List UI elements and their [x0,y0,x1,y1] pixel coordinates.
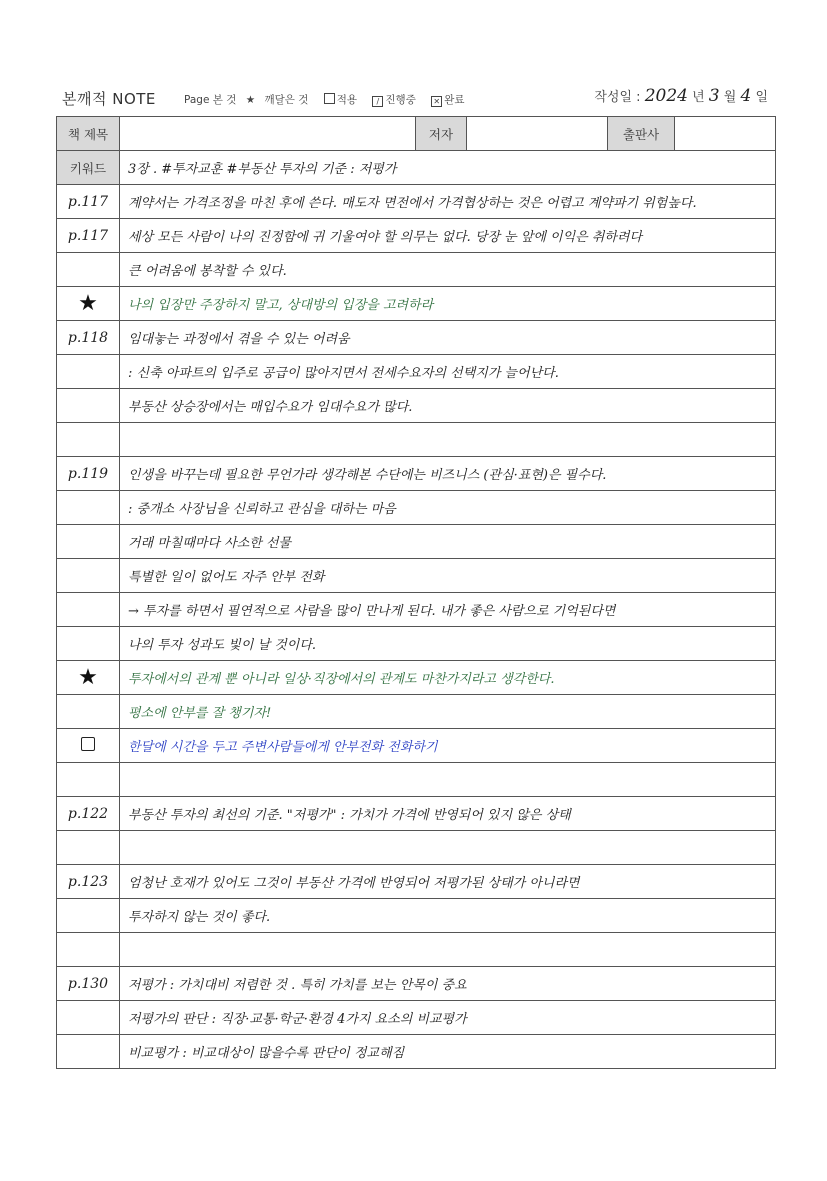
page-cell[interactable] [57,763,120,797]
page-cell[interactable]: p.123 [57,865,120,899]
note-text[interactable]: 엄청난 호재가 있어도 그것이 부동산 가격에 반영되어 저평가된 상태가 아니라면 [120,865,776,899]
note-row [57,321,776,355]
empty-checkbox-icon [324,93,335,104]
legend-progress-label: 진행중 [385,94,416,106]
author-label: 저자 [416,117,467,151]
note-text[interactable]: 세상 모든 사람이 나의 진정함에 귀 기울여야 할 의무는 없다. 당장 눈 앞에 이익은 취하려다 [120,219,776,253]
legend-star-label: 깨달은 것 [264,94,309,106]
note-row [57,1001,776,1035]
note-row [57,661,776,695]
note-row [57,219,776,253]
page-cell[interactable] [57,253,120,287]
note-row [57,253,776,287]
page-cell[interactable] [57,695,120,729]
publisher-field[interactable] [675,117,776,151]
date-month-unit: 월 [723,90,737,105]
note-header [62,86,774,112]
note-row [57,423,776,457]
note-text[interactable]: : 중개소 사장님을 신뢰하고 관심을 대하는 마음 [120,491,776,525]
note-row [57,559,776,593]
note-text[interactable] [120,423,776,457]
publisher-label: 출판사 [608,117,675,151]
legend-star [246,94,315,106]
note-text[interactable]: 나의 입장만 주장하지 말고, 상대방의 입장을 고려하라 [120,287,776,321]
book-title-field[interactable] [120,117,416,151]
note-text[interactable]: 부동산 상승장에서는 매입수요가 임대수요가 많다. [120,389,776,423]
note-row [57,729,776,763]
page-cell[interactable] [57,423,120,457]
page-cell[interactable]: p.122 [57,797,120,831]
note-text[interactable] [120,933,776,967]
page-cell[interactable] [57,355,120,389]
legend-done-label: 완료 [444,94,465,106]
legend-done [431,94,470,106]
note-text[interactable]: 저평가 : 가치대비 저렴한 것 . 특히 가치를 보는 안목이 중요 [120,967,776,1001]
note-text[interactable]: 임대놓는 과정에서 겪을 수 있는 어려움 [120,321,776,355]
page-cell[interactable]: p.130 [57,967,120,1001]
legend-page: Page 본 것 [184,94,237,106]
empty-checkbox-icon [81,737,95,751]
keyword-row [57,151,776,185]
star-icon: ★ [78,291,98,316]
note-row [57,933,776,967]
note-row [57,763,776,797]
date-year-unit: 년 [692,90,705,105]
star-icon: ★ [245,94,256,106]
page-cell[interactable] [57,899,120,933]
note-row [57,1035,776,1069]
keyword-field[interactable]: 3장 . #투자교훈 #부동산 투자의 기준 : 저평가 [120,151,776,185]
note-row [57,695,776,729]
note-row [57,389,776,423]
legend-apply [324,94,363,106]
note-text[interactable]: → 투자를 하면서 필연적으로 사람을 많이 만나게 된다. 내가 좋은 사람으로 기억된다면 [120,593,776,627]
note-row [57,525,776,559]
note-text[interactable]: 비교평가 : 비교대상이 많을수록 판단이 정교해짐 [120,1035,776,1069]
note-row [57,287,776,321]
book-info-row [57,117,776,151]
legend [184,92,476,107]
note-text[interactable]: : 신축 아파트의 입주로 공급이 많아지면서 전세수요자의 선택지가 늘어난다. [120,355,776,389]
date-written [594,86,768,106]
note-row [57,967,776,1001]
page-cell[interactable]: p.117 [57,219,120,253]
date-label: 작성일 : [594,90,641,105]
page-cell[interactable] [57,933,120,967]
note-brand: 본깨적 NOTE [62,90,156,108]
keyword-label: 키워드 [57,151,120,185]
date-day: 4 [740,86,752,106]
note-text[interactable]: 특별한 일이 없어도 자주 안부 전화 [120,559,776,593]
author-field[interactable] [467,117,608,151]
page-cell[interactable] [57,559,120,593]
book-title-label: 책 제목 [57,117,120,151]
note-text[interactable]: 계약서는 가격조정을 마친 후에 쓴다. 매도자 면전에서 가격협상하는 것은 어렵고 계약파기 위험높다. [120,185,776,219]
note-row [57,865,776,899]
note-text[interactable]: 평소에 안부를 잘 챙기자! [120,695,776,729]
note-text[interactable]: 저평가의 판단 : 직장·교통·학군·환경 4가지 요소의 비교평가 [120,1001,776,1035]
date-day-unit: 일 [755,90,768,105]
date-month: 3 [708,86,720,106]
page-cell[interactable] [57,593,120,627]
note-row [57,899,776,933]
note-text[interactable]: 거래 마칠때마다 사소한 선물 [120,525,776,559]
note-row [57,831,776,865]
note-text[interactable]: 인생을 바꾸는데 필요한 무언가라 생각해본 수단에는 비즈니스 (관심·표현)은 필수다. [120,457,776,491]
slash-checkbox-icon: / [372,96,383,107]
x-checkbox-icon: ✕ [431,96,442,107]
page-cell[interactable] [57,1001,120,1035]
note-row [57,355,776,389]
page-cell[interactable] [57,729,120,763]
note-row [57,457,776,491]
note-text[interactable]: 부동산 투자의 최선의 기준. "저평가" : 가치가 가격에 반영되어 있지 않은 상태 [120,797,776,831]
page-cell[interactable] [57,627,120,661]
page-cell[interactable] [57,389,120,423]
note-text[interactable]: 투자하지 않는 것이 좋다. [120,899,776,933]
note-text[interactable]: 나의 투자 성과도 빛이 날 것이다. [120,627,776,661]
note-row [57,491,776,525]
star-icon: ★ [78,665,98,690]
page-cell[interactable]: p.119 [57,457,120,491]
note-row [57,797,776,831]
note-text[interactable] [120,763,776,797]
note-row [57,185,776,219]
note-row [57,593,776,627]
page-cell[interactable] [57,491,120,525]
date-year: 2024 [644,86,688,106]
legend-apply-label: 적용 [336,94,358,106]
page-cell[interactable] [57,287,120,321]
page-cell[interactable] [57,661,120,695]
note-text[interactable] [120,831,776,865]
note-text[interactable]: 한달에 시간을 두고 주변사람들에게 안부전화 전화하기 [120,729,776,763]
page-cell[interactable] [57,831,120,865]
note-text[interactable]: 투자에서의 관계 뿐 아니라 일상·직장에서의 관계도 마찬가지라고 생각한다. [120,661,776,695]
note-table [56,116,776,1069]
legend-progress [372,94,421,106]
note-row [57,627,776,661]
page-cell[interactable]: p.117 [57,185,120,219]
page-cell[interactable] [57,525,120,559]
note-text[interactable]: 큰 어려움에 봉착할 수 있다. [120,253,776,287]
page-cell[interactable]: p.118 [57,321,120,355]
page-cell[interactable] [57,1035,120,1069]
